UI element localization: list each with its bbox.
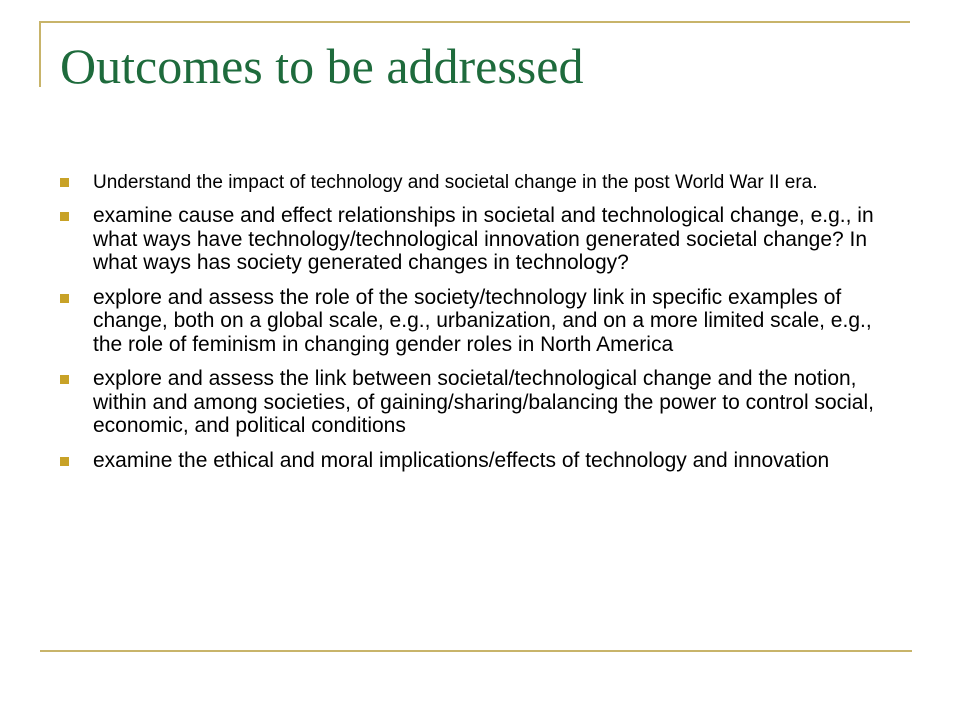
square-bullet-icon (60, 294, 69, 303)
bullet-item (60, 449, 900, 473)
bullet-item (60, 286, 900, 357)
bullet-item (60, 204, 900, 275)
bullet-text: explore and assess the link between societal/technological change and the notion, within and among societies, of gaining/sharing/balancing the power to control social, economic, and political conditions (93, 367, 874, 437)
bullet-text: Understand the impact of technology and societal change in the post World War II era. (93, 172, 818, 193)
bullet-text: examine cause and effect relationships in societal and technological change, e.g., in what ways have technology/technological innovation generated societal change? In what ways has society generated changes in technology? (93, 204, 874, 274)
square-bullet-icon (60, 178, 69, 187)
bullet-item (60, 367, 900, 438)
top-rule (40, 21, 910, 23)
square-bullet-icon (60, 457, 69, 466)
bullet-text: explore and assess the role of the society/technology link in specific examples of change, both on a global scale, e.g., urbanization, and on a more limited scale, e.g., the role of feminism in changing gender roles in North America (93, 285, 872, 356)
square-bullet-icon (60, 212, 69, 221)
bullet-item (60, 172, 900, 193)
bullet-list (60, 172, 900, 483)
bullet-text: examine the ethical and moral implications/effects of technology and innovation (93, 448, 830, 472)
bottom-rule (40, 650, 912, 652)
square-bullet-icon (60, 375, 69, 384)
left-rule (39, 21, 41, 87)
slide-title: Outcomes to be addressed (60, 38, 584, 94)
